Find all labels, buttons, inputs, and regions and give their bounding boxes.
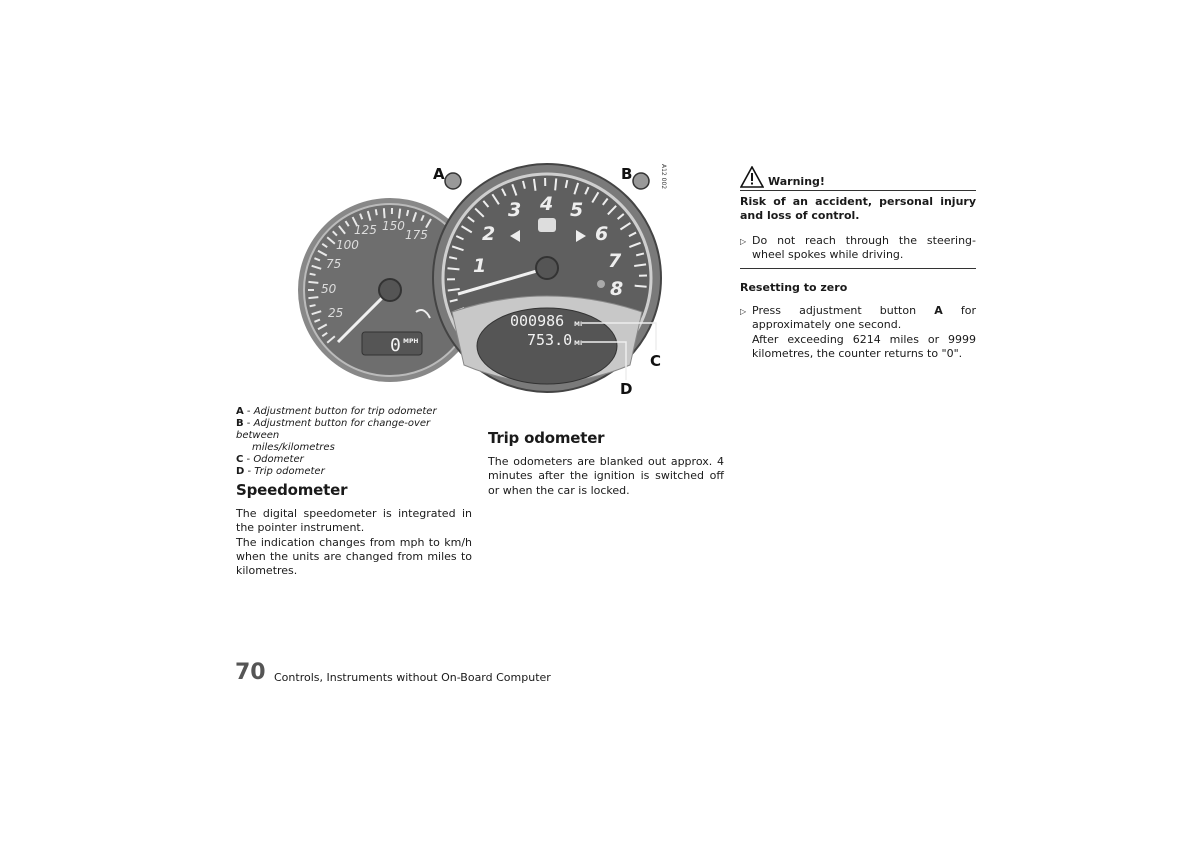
warning-triangle-icon bbox=[740, 166, 764, 188]
speedometer-paragraph-2: The indication changes from mph to km/h when the units are changed from miles to kilometres. bbox=[236, 535, 472, 578]
figure-caption bbox=[236, 406, 476, 478]
warning-top-rule bbox=[740, 190, 976, 191]
speedo-tick-mark bbox=[310, 305, 316, 306]
caption-key: A bbox=[236, 406, 244, 417]
tacho-tick-mark bbox=[555, 178, 556, 190]
instrument-cluster-illustration bbox=[290, 160, 680, 410]
label-d: D bbox=[620, 380, 633, 398]
speedo-tick-mark bbox=[384, 208, 385, 218]
warning-lamp-icon bbox=[597, 280, 605, 288]
instrument-cluster-figure bbox=[290, 160, 680, 410]
page-number: 70 bbox=[235, 660, 266, 685]
tacho-tick-label: 6 bbox=[595, 223, 609, 245]
caption-item-d: D - Trip odometer bbox=[236, 466, 325, 477]
caption-text-cont: miles/kilometres bbox=[252, 442, 335, 453]
tacho-tick-mark bbox=[635, 286, 647, 287]
caption-item-c: C - Odometer bbox=[236, 454, 304, 465]
warning-title: Warning! bbox=[768, 175, 825, 188]
headlight-icon bbox=[538, 218, 556, 232]
digital-speed-unit: MPH bbox=[403, 338, 419, 345]
speedo-tick-mark bbox=[310, 274, 316, 275]
caption-text: Adjustment button for trip odometer bbox=[253, 406, 437, 417]
caption-item-b-continued bbox=[236, 442, 476, 454]
speedometer-heading: Speedometer bbox=[236, 481, 348, 499]
caption-key: B bbox=[236, 418, 244, 429]
label-c: C bbox=[650, 352, 662, 370]
speedo-tick-label: 25 bbox=[328, 306, 344, 320]
odometer-unit: MI bbox=[574, 321, 583, 328]
tacho-tick-mark bbox=[447, 268, 459, 269]
odometer-value: 000986 bbox=[510, 312, 565, 330]
adjustment-button-b-icon bbox=[633, 173, 649, 189]
warning-bottom-rule bbox=[740, 268, 976, 269]
speedo-tick-mark bbox=[399, 209, 400, 219]
caption-text: Adjustment button for change-over between bbox=[236, 418, 431, 441]
speedo-tick-label: 175 bbox=[405, 228, 428, 242]
speedometer-hub bbox=[379, 279, 401, 301]
label-b: B bbox=[621, 165, 633, 183]
trip-odometer-value: 753.0 bbox=[527, 331, 573, 349]
caption-item-b: B - Adjustment button for change-over between bbox=[236, 418, 431, 441]
figure-code: A12 002 bbox=[660, 164, 667, 190]
bullet-triangle-icon: ▷ bbox=[740, 236, 747, 246]
trip-odometer-unit: MI bbox=[574, 340, 583, 347]
label-a: A bbox=[433, 165, 445, 183]
caption-key: C bbox=[236, 454, 244, 465]
warning-section bbox=[740, 166, 976, 361]
bullet-triangle-icon: ▷ bbox=[740, 307, 747, 317]
speedo-tick-mark bbox=[308, 282, 318, 283]
digital-speed-value: 0 bbox=[390, 335, 401, 356]
reset-bullet-1 bbox=[740, 304, 976, 361]
warning-risk-text: Risk of an accident, personal injury and loss of control. bbox=[740, 195, 976, 223]
caption-text: Trip odometer bbox=[254, 466, 325, 477]
tacho-tick-label: 4 bbox=[540, 193, 554, 215]
tachometer-hub bbox=[536, 257, 558, 279]
tacho-tick-label: 1 bbox=[473, 255, 487, 277]
caption-text: Odometer bbox=[253, 454, 304, 465]
warning-title-row bbox=[740, 166, 976, 188]
trip-odometer-heading: Trip odometer bbox=[488, 429, 605, 447]
reset-bullet-key: A bbox=[934, 304, 943, 318]
adjustment-button-a-icon bbox=[445, 173, 461, 189]
reset-bullet-text-post: for approximately one second. bbox=[752, 304, 976, 332]
speedo-tick-label: 125 bbox=[354, 223, 377, 237]
trip-odometer-section bbox=[488, 429, 724, 498]
speedo-tick-mark bbox=[376, 209, 377, 215]
tacho-tick-label: 5 bbox=[570, 199, 584, 221]
tacho-tick-label: 2 bbox=[482, 223, 496, 245]
caption-item-a: A - Adjustment button for trip odometer bbox=[236, 406, 437, 417]
warning-bullet-text: Do not reach through the steering-wheel spokes while driving. bbox=[752, 233, 976, 261]
speedo-tick-label: 75 bbox=[326, 257, 342, 271]
warning-bullet-1 bbox=[740, 234, 976, 263]
speedo-tick-label: 100 bbox=[336, 238, 359, 252]
tacho-tick-label: 8 bbox=[610, 278, 624, 300]
speedometer-paragraph-1: The digital speedometer is integrated in the pointer instrument. bbox=[236, 507, 472, 535]
caption-key: D bbox=[236, 466, 245, 477]
speedo-tick-mark bbox=[407, 210, 408, 216]
reset-bullet-text-pre: Press adjustment button bbox=[752, 304, 935, 318]
chapter-title: Controls, Instruments without On-Board Computer bbox=[274, 671, 551, 684]
speedo-tick-label: 150 bbox=[382, 219, 405, 233]
tacho-tick-label: 3 bbox=[508, 199, 522, 221]
speedometer-section bbox=[236, 481, 472, 578]
trip-odometer-paragraph: The odometers are blanked out approx. 4 minutes after the ignition is switched off or when the car is locked. bbox=[488, 455, 724, 497]
reset-heading: Resetting to zero bbox=[740, 281, 848, 295]
speedo-tick-mark bbox=[308, 297, 318, 298]
speedo-tick-label: 50 bbox=[321, 282, 337, 296]
reset-bullet-extra: After exceeding 6214 miles or 9999 kilometres, the counter returns to "0". bbox=[752, 332, 976, 361]
tacho-tick-label: 7 bbox=[608, 250, 622, 272]
